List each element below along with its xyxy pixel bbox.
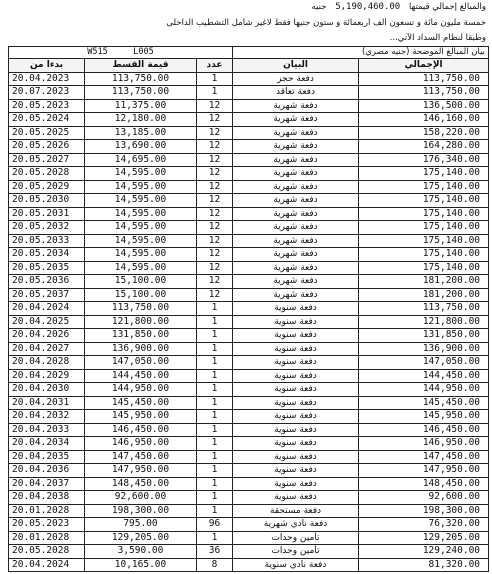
cell-description: دفعة سنوية <box>233 464 359 478</box>
cell-installment-value: 14,595.00 <box>85 167 197 181</box>
cell-start-date: 20.04.2032 <box>9 410 85 424</box>
table-row <box>9 396 489 410</box>
cell-total: 175,140.00 <box>359 207 489 221</box>
cell-description: دفعة شهرية <box>233 261 359 275</box>
cell-total: 81,320.00 <box>359 558 489 572</box>
cell-total: 113,750.00 <box>359 86 489 100</box>
cell-start-date: 20.05.2034 <box>9 248 85 262</box>
cell-installment-value: 14,595.00 <box>85 221 197 235</box>
cell-start-date: 20.05.2030 <box>9 194 85 208</box>
table-row <box>9 194 489 208</box>
cell-start-date: 20.04.2027 <box>9 342 85 356</box>
cell-total: 144,950.00 <box>359 383 489 397</box>
cell-start-date: 20.05.2028 <box>9 167 85 181</box>
cell-total: 181,200.00 <box>359 288 489 302</box>
cell-description: دفعة نادي شهرية <box>233 518 359 532</box>
cell-installment-value: 15,100.00 <box>85 275 197 289</box>
cell-start-date: 20.05.2025 <box>9 126 85 140</box>
cell-count: 1 <box>197 423 233 437</box>
table-row <box>9 504 489 518</box>
cell-count: 1 <box>197 302 233 316</box>
cell-start-date: 20.05.2027 <box>9 153 85 167</box>
cell-count: 12 <box>197 126 233 140</box>
cell-count: 1 <box>197 86 233 100</box>
table-header-row <box>9 59 489 73</box>
col-total-header: الإجمالي <box>359 59 489 73</box>
cell-start-date: 20.05.2029 <box>9 180 85 194</box>
table-row <box>9 369 489 383</box>
cell-description: دفعة سنوية <box>233 342 359 356</box>
cell-count: 12 <box>197 221 233 235</box>
header-amount-in-words: خمسة مليون مائة و تسعون ألف أربعمائة و ستون جنيها فقط لاغير شامل التشطيب الداخلى <box>166 18 486 28</box>
cell-total: 175,140.00 <box>359 194 489 208</box>
cell-start-date: 20.05.2032 <box>9 221 85 235</box>
cell-installment-value: 131,850.00 <box>85 329 197 343</box>
table-row <box>9 302 489 316</box>
table-body <box>9 72 489 572</box>
cell-description: دفعة سنوية <box>233 369 359 383</box>
table-row <box>9 558 489 572</box>
cell-count: 1 <box>197 342 233 356</box>
col-installment-header: قيمة القسط <box>85 59 197 73</box>
cell-start-date: 20.05.2023 <box>9 99 85 113</box>
cell-description: دفعة سنوية <box>233 315 359 329</box>
cell-installment-value: 13,185.00 <box>85 126 197 140</box>
cell-description: دفعة سنوية <box>233 329 359 343</box>
cell-start-date: 20.04.2030 <box>9 383 85 397</box>
cell-total: 92,600.00 <box>359 491 489 505</box>
table-row <box>9 261 489 275</box>
cell-installment-value: 14,595.00 <box>85 194 197 208</box>
cell-count: 12 <box>197 140 233 154</box>
cell-start-date: 20.04.2035 <box>9 450 85 464</box>
cell-total: 76,320.00 <box>359 518 489 532</box>
cell-description: دفعة سنوية <box>233 396 359 410</box>
cell-description: دفعة سنوية <box>233 437 359 451</box>
cell-start-date: 20.04.2036 <box>9 464 85 478</box>
cell-total: 175,140.00 <box>359 180 489 194</box>
cell-start-date: 20.04.2024 <box>9 302 85 316</box>
cell-installment-value: 14,595.00 <box>85 248 197 262</box>
cell-total: 147,050.00 <box>359 356 489 370</box>
cell-description: دفعة شهرية <box>233 153 359 167</box>
cell-count: 12 <box>197 153 233 167</box>
cell-description: دفعة شهرية <box>233 180 359 194</box>
cell-description: دفعة سنوية <box>233 450 359 464</box>
cell-count: 36 <box>197 545 233 559</box>
cell-count: 1 <box>197 72 233 86</box>
cell-count: 12 <box>197 167 233 181</box>
cell-installment-value: 136,900.00 <box>85 342 197 356</box>
cell-start-date: 20.04.2026 <box>9 329 85 343</box>
header-payment-system-note: وطبقا لنظام السداد الآتي... <box>389 33 486 43</box>
cell-start-date: 20.04.2033 <box>9 423 85 437</box>
table-row <box>9 329 489 343</box>
table-row <box>9 423 489 437</box>
cell-count: 12 <box>197 275 233 289</box>
cell-start-date: 20.01.2028 <box>9 531 85 545</box>
cell-installment-value: 14,695.00 <box>85 153 197 167</box>
cell-description: دفعة شهرية <box>233 234 359 248</box>
table-row <box>9 180 489 194</box>
table-row <box>9 167 489 181</box>
table-row <box>9 342 489 356</box>
cell-total: 146,160.00 <box>359 113 489 127</box>
cell-description: دفعة نادي سنوية <box>233 558 359 572</box>
cell-description: دفعة شهرية <box>233 167 359 181</box>
cell-count: 1 <box>197 383 233 397</box>
cell-description: دفعة شهرية <box>233 207 359 221</box>
cell-installment-value: 121,800.00 <box>85 315 197 329</box>
cell-start-date: 20.04.2023 <box>9 72 85 86</box>
cell-total: 175,140.00 <box>359 234 489 248</box>
table-row <box>9 383 489 397</box>
table-title-row <box>9 47 489 59</box>
table-row <box>9 153 489 167</box>
cell-description: دفعة حجز <box>233 72 359 86</box>
cell-installment-value: 147,450.00 <box>85 450 197 464</box>
table-row <box>9 288 489 302</box>
cell-count: 12 <box>197 248 233 262</box>
cell-installment-value: 14,595.00 <box>85 180 197 194</box>
cell-start-date: 20.04.2025 <box>9 315 85 329</box>
cell-description: دفعة شهرية <box>233 221 359 235</box>
cell-count: 1 <box>197 329 233 343</box>
col-count-header: عدد <box>197 59 233 73</box>
cell-description: دفعة سنوية <box>233 410 359 424</box>
table-row <box>9 477 489 491</box>
table-row <box>9 221 489 235</box>
cell-total: 113,750.00 <box>359 72 489 86</box>
col-start-header: بدءا من <box>9 59 85 73</box>
cell-count: 1 <box>197 356 233 370</box>
cell-installment-value: 11,375.00 <box>85 99 197 113</box>
table-row <box>9 248 489 262</box>
cell-total: 158,220.00 <box>359 126 489 140</box>
cell-total: 147,450.00 <box>359 450 489 464</box>
cell-installment-value: 14,595.00 <box>85 261 197 275</box>
cell-total: 131,850.00 <box>359 329 489 343</box>
table-row <box>9 518 489 532</box>
cell-count: 12 <box>197 113 233 127</box>
cell-count: 1 <box>197 315 233 329</box>
cell-start-date: 20.04.2037 <box>9 477 85 491</box>
cell-installment-value: 145,950.00 <box>85 410 197 424</box>
cell-installment-value: 148,450.00 <box>85 477 197 491</box>
table-row <box>9 99 489 113</box>
cell-total: 164,280.00 <box>359 140 489 154</box>
table-row <box>9 491 489 505</box>
cell-installment-value: 147,950.00 <box>85 464 197 478</box>
cell-description: دفعة شهرية <box>233 99 359 113</box>
cell-description: دفعة مستحقة <box>233 504 359 518</box>
cell-installment-value: 13,690.00 <box>85 140 197 154</box>
table-row <box>9 356 489 370</box>
cell-count: 1 <box>197 491 233 505</box>
table-row <box>9 234 489 248</box>
cell-description: تأمين وحدات <box>233 531 359 545</box>
cell-installment-value: 144,950.00 <box>85 383 197 397</box>
cell-description: دفعة شهرية <box>233 126 359 140</box>
cell-start-date: 20.05.2026 <box>9 140 85 154</box>
cell-total: 146,450.00 <box>359 423 489 437</box>
cell-installment-value: 146,450.00 <box>85 423 197 437</box>
cell-installment-value: 92,600.00 <box>85 491 197 505</box>
cell-description: دفعة سنوية <box>233 477 359 491</box>
cell-start-date: 20.05.2023 <box>9 518 85 532</box>
cell-count: 1 <box>197 369 233 383</box>
cell-start-date: 20.04.2029 <box>9 369 85 383</box>
cell-total: 198,300.00 <box>359 504 489 518</box>
cell-installment-value: 146,950.00 <box>85 437 197 451</box>
cell-total: 129,240.00 <box>359 545 489 559</box>
cell-count: 1 <box>197 504 233 518</box>
cell-description: دفعة شهرية <box>233 194 359 208</box>
cell-installment-value: 145,450.00 <box>85 396 197 410</box>
table-row <box>9 450 489 464</box>
table-row <box>9 410 489 424</box>
cell-description: دفعة سنوية <box>233 491 359 505</box>
cell-count: 12 <box>197 261 233 275</box>
cell-total: 148,450.00 <box>359 477 489 491</box>
cell-start-date: 20.05.2031 <box>9 207 85 221</box>
cell-description: دفعة شهرية <box>233 275 359 289</box>
cell-start-date: 20.04.2028 <box>9 356 85 370</box>
col-description-header: البيان <box>233 59 359 73</box>
header-total-line <box>0 2 492 12</box>
cell-count: 1 <box>197 450 233 464</box>
cell-count: 1 <box>197 410 233 424</box>
cell-total: 175,140.00 <box>359 248 489 262</box>
table-row <box>9 86 489 100</box>
cell-total: 175,140.00 <box>359 261 489 275</box>
cell-total: 144,450.00 <box>359 369 489 383</box>
cell-start-date: 20.05.2035 <box>9 261 85 275</box>
table-row <box>9 113 489 127</box>
cell-count: 96 <box>197 518 233 532</box>
table-row <box>9 464 489 478</box>
table-row <box>9 437 489 451</box>
cell-description: تأمين وحدات <box>233 545 359 559</box>
table-row <box>9 72 489 86</box>
cell-total: 136,900.00 <box>359 342 489 356</box>
cell-description: دفعة شهرية <box>233 288 359 302</box>
cell-description: دفعة شهرية <box>233 113 359 127</box>
cell-installment-value: 113,750.00 <box>85 72 197 86</box>
cell-description: دفعة شهرية <box>233 248 359 262</box>
cell-count: 1 <box>197 437 233 451</box>
table-row <box>9 140 489 154</box>
cell-start-date: 20.04.2038 <box>9 491 85 505</box>
cell-start-date: 20.05.2024 <box>9 113 85 127</box>
cell-count: 1 <box>197 531 233 545</box>
cell-installment-value: 3,590.00 <box>85 545 197 559</box>
cell-total: 176,340.00 <box>359 153 489 167</box>
header-currency: جنيه <box>311 2 327 12</box>
cell-installment-value: 14,595.00 <box>85 207 197 221</box>
header-total-amount: 5,190,460.00 <box>335 2 401 12</box>
cell-start-date: 20.05.2033 <box>9 234 85 248</box>
cell-installment-value: 12,180.00 <box>85 113 197 127</box>
cell-count: 1 <box>197 464 233 478</box>
cell-installment-value: 14,595.00 <box>85 234 197 248</box>
code-b: L005 <box>133 47 154 57</box>
cell-count: 8 <box>197 558 233 572</box>
cell-description: دفعة سنوية <box>233 423 359 437</box>
cell-installment-value: 113,750.00 <box>85 302 197 316</box>
table-title: بيان المبالغ الموضحة (جنيه مصري) <box>233 47 489 59</box>
cell-count: 12 <box>197 194 233 208</box>
cell-total: 145,950.00 <box>359 410 489 424</box>
cell-installment-value: 144,450.00 <box>85 369 197 383</box>
cell-total: 113,750.00 <box>359 302 489 316</box>
table-row <box>9 315 489 329</box>
payment-schedule-table <box>8 46 489 572</box>
cell-count: 12 <box>197 207 233 221</box>
cell-installment-value: 147,050.00 <box>85 356 197 370</box>
cell-total: 121,800.00 <box>359 315 489 329</box>
code-a: W515 <box>87 47 108 57</box>
table-codes <box>9 47 233 59</box>
cell-start-date: 20.07.2023 <box>9 86 85 100</box>
cell-start-date: 20.05.2037 <box>9 288 85 302</box>
cell-installment-value: 15,100.00 <box>85 288 197 302</box>
cell-count: 1 <box>197 396 233 410</box>
header-total-label: والمبالغ إجمالي قيمتها <box>408 2 486 12</box>
cell-count: 12 <box>197 180 233 194</box>
table-row <box>9 545 489 559</box>
cell-total: 146,950.00 <box>359 437 489 451</box>
cell-description: دفعة شهرية <box>233 140 359 154</box>
cell-installment-value: 10,165.00 <box>85 558 197 572</box>
cell-installment-value: 795.00 <box>85 518 197 532</box>
cell-start-date: 20.04.2034 <box>9 437 85 451</box>
cell-total: 175,140.00 <box>359 167 489 181</box>
cell-installment-value: 198,300.00 <box>85 504 197 518</box>
cell-description: دفعة سنوية <box>233 356 359 370</box>
cell-description: دفعة سنوية <box>233 302 359 316</box>
table-row <box>9 126 489 140</box>
cell-start-date: 20.05.2028 <box>9 545 85 559</box>
cell-total: 175,140.00 <box>359 221 489 235</box>
table-row <box>9 531 489 545</box>
cell-count: 12 <box>197 99 233 113</box>
cell-count: 12 <box>197 234 233 248</box>
cell-start-date: 20.04.2024 <box>9 558 85 572</box>
cell-total: 136,500.00 <box>359 99 489 113</box>
cell-description: دفعة تعاقد <box>233 86 359 100</box>
cell-installment-value: 113,750.00 <box>85 86 197 100</box>
table-row <box>9 207 489 221</box>
cell-count: 1 <box>197 477 233 491</box>
cell-total: 145,450.00 <box>359 396 489 410</box>
cell-count: 12 <box>197 288 233 302</box>
cell-start-date: 20.04.2031 <box>9 396 85 410</box>
cell-description: دفعة سنوية <box>233 383 359 397</box>
cell-start-date: 20.05.2036 <box>9 275 85 289</box>
cell-total: 147,950.00 <box>359 464 489 478</box>
cell-installment-value: 129,205.00 <box>85 531 197 545</box>
cell-total: 129,205.00 <box>359 531 489 545</box>
cell-start-date: 20.01.2028 <box>9 504 85 518</box>
cell-total: 181,200.00 <box>359 275 489 289</box>
table-row <box>9 275 489 289</box>
